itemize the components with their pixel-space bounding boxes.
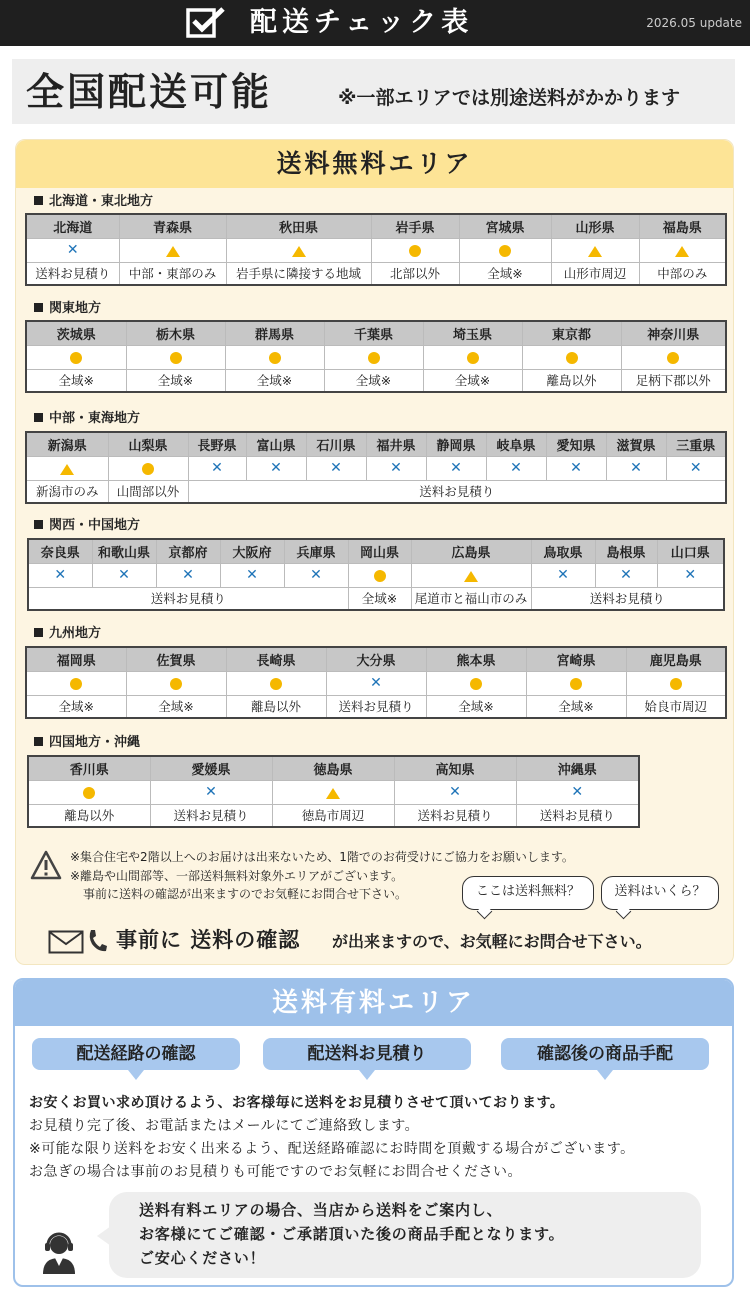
table-cell bbox=[394, 780, 516, 804]
table-cell: 宮崎県 bbox=[526, 647, 626, 671]
table-cell: 青森県 bbox=[119, 214, 226, 238]
region-table-tohoku bbox=[25, 213, 727, 286]
page-title: 配送チェック表 bbox=[250, 7, 474, 38]
cross-icon: ✕ bbox=[118, 567, 130, 583]
table-cell: 山梨県 bbox=[108, 432, 188, 456]
reassurance-message bbox=[109, 1192, 701, 1278]
bullet-icon bbox=[34, 413, 43, 422]
triangle-icon bbox=[464, 571, 478, 582]
region-table-kanto bbox=[25, 320, 727, 393]
circle-icon bbox=[270, 678, 282, 690]
triangle-icon bbox=[675, 246, 689, 257]
table-cell bbox=[411, 563, 531, 587]
table-cell bbox=[657, 563, 724, 587]
bullet-icon bbox=[34, 520, 43, 529]
phone-icon bbox=[86, 928, 108, 954]
triangle-icon bbox=[292, 246, 306, 257]
table-cell: 送料お見積り bbox=[516, 804, 639, 827]
table-cell: 新潟県 bbox=[26, 432, 108, 456]
bullet-icon bbox=[34, 303, 43, 312]
speech-bubble-free: ここは送料無料？ bbox=[462, 876, 594, 910]
table-cell: 福島県 bbox=[639, 214, 726, 238]
table-cell: 山形県 bbox=[551, 214, 639, 238]
table-cell bbox=[126, 345, 225, 369]
table-cell: 送料お見積り bbox=[26, 262, 119, 285]
table-cell: 福岡県 bbox=[26, 647, 126, 671]
table-cell: 全域※ bbox=[26, 369, 126, 392]
region-label: 関東地方 bbox=[34, 301, 101, 317]
table-cell: 石川県 bbox=[306, 432, 366, 456]
table-cell: 千葉県 bbox=[324, 321, 423, 345]
table-cell: 大阪府 bbox=[220, 539, 284, 563]
bullet-icon bbox=[34, 196, 43, 205]
cross-icon: ✕ bbox=[557, 567, 569, 583]
cross-icon: ✕ bbox=[370, 675, 382, 691]
circle-icon bbox=[467, 352, 479, 364]
circle-icon bbox=[374, 570, 386, 582]
table-cell: 岡山県 bbox=[348, 539, 411, 563]
free-shipping-section bbox=[15, 139, 734, 965]
table-cell: 北海道 bbox=[26, 214, 119, 238]
table-cell bbox=[426, 456, 486, 480]
table-cell: 宮城県 bbox=[459, 214, 551, 238]
table-cell: 愛知県 bbox=[546, 432, 606, 456]
table-cell: 全域※ bbox=[26, 695, 126, 718]
table-cell: 福井県 bbox=[366, 432, 426, 456]
table-cell: 神奈川県 bbox=[621, 321, 726, 345]
table-cell: 愛媛県 bbox=[150, 756, 272, 780]
table-cell bbox=[595, 563, 657, 587]
table-cell bbox=[522, 345, 621, 369]
table-cell: 全域※ bbox=[526, 695, 626, 718]
free-area-heading: 送料無料エリア bbox=[16, 140, 733, 188]
table-cell bbox=[626, 671, 726, 695]
table-cell bbox=[126, 671, 226, 695]
contact-text: が出来ますので、お気軽にお問合せ下さい。 bbox=[332, 932, 652, 951]
table-cell: 送料お見積り bbox=[326, 695, 426, 718]
table-cell: 和歌山県 bbox=[92, 539, 156, 563]
table-cell: 北部以外 bbox=[371, 262, 459, 285]
table-cell: 山口県 bbox=[657, 539, 724, 563]
contact-line bbox=[48, 924, 728, 956]
region-table-shikoku bbox=[27, 755, 640, 828]
table-cell bbox=[639, 238, 726, 262]
note-line: ※離島や山間部等、一部送料無料対象外エリアがございます。 bbox=[70, 868, 404, 883]
message-line: お客様にてご確認・ご承諾頂いた後の商品手配となります。 bbox=[139, 1225, 565, 1243]
table-cell: 徳島県 bbox=[272, 756, 394, 780]
nationwide-note: ※一部エリアでは別途送料がかかります bbox=[338, 87, 681, 109]
table-cell: 栃木県 bbox=[126, 321, 225, 345]
cross-icon: ✕ bbox=[182, 567, 194, 583]
table-cell: 鹿児島県 bbox=[626, 647, 726, 671]
table-cell: 送料お見積り bbox=[394, 804, 516, 827]
table-cell: 大分県 bbox=[326, 647, 426, 671]
table-cell bbox=[108, 456, 188, 480]
table-cell bbox=[366, 456, 426, 480]
table-cell: 奈良県 bbox=[28, 539, 92, 563]
table-cell: 香川県 bbox=[28, 756, 150, 780]
table-cell: 茨城県 bbox=[26, 321, 126, 345]
region-label: 北海道・東北地方 bbox=[34, 194, 153, 210]
paid-line: ※可能な限り送料をお安く出来るよう、配送経路確認にお時間を頂戴する場合がございます。 bbox=[29, 1141, 635, 1157]
table-cell bbox=[226, 671, 326, 695]
circle-icon bbox=[499, 245, 511, 257]
update-date: 2026.05 update bbox=[646, 16, 742, 30]
table-cell: 送料お見積り bbox=[28, 587, 348, 610]
region-label: 九州地方 bbox=[34, 626, 101, 642]
operator-icon bbox=[39, 1230, 79, 1274]
table-cell bbox=[371, 238, 459, 262]
table-cell bbox=[272, 780, 394, 804]
region-table-kansai bbox=[27, 538, 725, 611]
table-cell bbox=[26, 456, 108, 480]
table-cell: 全域※ bbox=[126, 369, 225, 392]
table-cell bbox=[220, 563, 284, 587]
paid-area-heading: 送料有料エリア bbox=[15, 980, 732, 1026]
table-cell: 東京都 bbox=[522, 321, 621, 345]
table-cell: 佐賀県 bbox=[126, 647, 226, 671]
paid-description bbox=[29, 1092, 635, 1184]
warning-icon bbox=[30, 850, 62, 880]
triangle-icon bbox=[60, 464, 74, 475]
circle-icon bbox=[570, 678, 582, 690]
bullet-icon bbox=[34, 737, 43, 746]
table-cell: 鳥取県 bbox=[531, 539, 595, 563]
table-cell bbox=[156, 563, 220, 587]
table-cell bbox=[324, 345, 423, 369]
circle-icon bbox=[269, 352, 281, 364]
table-cell: 尾道市と福山市のみ bbox=[411, 587, 531, 610]
table-cell: 離島以外 bbox=[226, 695, 326, 718]
table-cell bbox=[516, 780, 639, 804]
table-cell: 全域※ bbox=[348, 587, 411, 610]
table-cell: 全域※ bbox=[324, 369, 423, 392]
table-cell: 長崎県 bbox=[226, 647, 326, 671]
table-cell: 中部のみ bbox=[639, 262, 726, 285]
paid-line: お急ぎの場合は事前のお見積りも可能ですのでお気軽にお問合せください。 bbox=[29, 1164, 522, 1180]
table-cell: 群馬県 bbox=[225, 321, 324, 345]
table-cell bbox=[28, 563, 92, 587]
paid-shipping-section bbox=[13, 978, 734, 1287]
table-cell: 京都府 bbox=[156, 539, 220, 563]
table-cell bbox=[486, 456, 546, 480]
nationwide-banner bbox=[12, 59, 735, 124]
region-label: 中部・東海地方 bbox=[34, 411, 140, 427]
region-label: 四国地方・沖縄 bbox=[34, 735, 140, 751]
table-cell: 長野県 bbox=[188, 432, 246, 456]
table-cell bbox=[326, 671, 426, 695]
cross-icon: ✕ bbox=[689, 460, 702, 476]
table-cell bbox=[531, 563, 595, 587]
table-cell: 埼玉県 bbox=[423, 321, 522, 345]
paid-line: お見積り完了後、お電話またはメールにてご連絡致します。 bbox=[29, 1118, 420, 1134]
triangle-icon bbox=[166, 246, 180, 257]
contact-bold: 事前に 送料の確認 bbox=[116, 928, 301, 952]
table-cell bbox=[666, 456, 726, 480]
circle-icon bbox=[667, 352, 679, 364]
table-cell bbox=[551, 238, 639, 262]
note-line: ※集合住宅や2階以上へのお届けは出来ないため、1階でのお荷受けにご協力をお願いします。 bbox=[70, 850, 574, 864]
table-cell: 岩手県に隣接する地域 bbox=[226, 262, 371, 285]
table-cell: 岐阜県 bbox=[486, 432, 546, 456]
table-cell: 全域※ bbox=[423, 369, 522, 392]
cross-icon: ✕ bbox=[449, 784, 461, 800]
paid-line: お安くお買い求め頂けるよう、お客様毎に送料をお見積りさせて頂いております。 bbox=[29, 1095, 565, 1111]
table-cell: 足柄下郡以外 bbox=[621, 369, 726, 392]
table-cell: 全域※ bbox=[225, 369, 324, 392]
table-cell: 山間部以外 bbox=[108, 480, 188, 503]
table-cell: 離島以外 bbox=[522, 369, 621, 392]
circle-icon bbox=[409, 245, 421, 257]
table-cell: 三重県 bbox=[666, 432, 726, 456]
circle-icon bbox=[170, 678, 182, 690]
table-cell bbox=[306, 456, 366, 480]
table-cell: 徳島市周辺 bbox=[272, 804, 394, 827]
table-cell: 熊本県 bbox=[426, 647, 526, 671]
table-cell: 送料お見積り bbox=[188, 480, 726, 503]
checkbox-icon bbox=[186, 7, 226, 39]
table-cell: 姶良市周辺 bbox=[626, 695, 726, 718]
table-cell bbox=[92, 563, 156, 587]
table-cell bbox=[226, 238, 371, 262]
cross-icon: ✕ bbox=[571, 784, 584, 800]
table-cell bbox=[225, 345, 324, 369]
speech-bubble-cost: 送料はいくら？ bbox=[601, 876, 719, 910]
cross-icon: ✕ bbox=[205, 784, 217, 800]
cross-icon: ✕ bbox=[211, 460, 223, 476]
circle-icon bbox=[670, 678, 682, 690]
table-cell: 高知県 bbox=[394, 756, 516, 780]
table-cell bbox=[459, 238, 551, 262]
circle-icon bbox=[566, 352, 578, 364]
step-quote: 配送料お見積り bbox=[263, 1038, 471, 1070]
circle-icon bbox=[70, 678, 82, 690]
cross-icon: ✕ bbox=[510, 460, 522, 476]
message-line: 送料有料エリアの場合、当店から送料をご案内し、 bbox=[139, 1201, 503, 1219]
cross-icon: ✕ bbox=[390, 460, 402, 476]
table-cell: 全域※ bbox=[126, 695, 226, 718]
cross-icon: ✕ bbox=[270, 460, 282, 476]
cross-icon: ✕ bbox=[330, 460, 342, 476]
cross-icon: ✕ bbox=[630, 460, 642, 476]
region-table-kyushu bbox=[25, 646, 727, 719]
nationwide-title: 全国配送可能 bbox=[26, 70, 273, 114]
table-cell bbox=[546, 456, 606, 480]
table-cell: 富山県 bbox=[246, 432, 306, 456]
table-cell bbox=[606, 456, 666, 480]
cross-icon: ✕ bbox=[310, 567, 322, 583]
cross-icon: ✕ bbox=[684, 567, 697, 583]
table-cell: 広島県 bbox=[411, 539, 531, 563]
table-cell: 送料お見積り bbox=[150, 804, 272, 827]
circle-icon bbox=[470, 678, 482, 690]
table-cell bbox=[423, 345, 522, 369]
cross-icon: ✕ bbox=[450, 460, 462, 476]
table-cell bbox=[150, 780, 272, 804]
table-cell bbox=[526, 671, 626, 695]
table-cell bbox=[621, 345, 726, 369]
table-cell bbox=[26, 345, 126, 369]
table-cell bbox=[426, 671, 526, 695]
table-cell bbox=[119, 238, 226, 262]
step-arrangement: 確認後の商品手配 bbox=[501, 1038, 709, 1070]
mail-icon bbox=[48, 930, 84, 954]
table-cell: 岩手県 bbox=[371, 214, 459, 238]
table-cell: 山形市周辺 bbox=[551, 262, 639, 285]
table-cell: 兵庫県 bbox=[284, 539, 348, 563]
table-cell: 離島以外 bbox=[28, 804, 150, 827]
table-cell: 全域※ bbox=[459, 262, 551, 285]
table-cell bbox=[26, 671, 126, 695]
cross-icon: ✕ bbox=[570, 460, 582, 476]
table-cell: 中部・東部のみ bbox=[119, 262, 226, 285]
table-cell: 島根県 bbox=[595, 539, 657, 563]
circle-icon bbox=[83, 787, 95, 799]
cross-icon: ✕ bbox=[620, 567, 632, 583]
triangle-icon bbox=[326, 788, 340, 799]
table-cell bbox=[246, 456, 306, 480]
region-table-chubu bbox=[25, 431, 727, 504]
table-cell bbox=[188, 456, 246, 480]
cross-icon: ✕ bbox=[54, 567, 67, 583]
table-cell bbox=[348, 563, 411, 587]
table-cell: 秋田県 bbox=[226, 214, 371, 238]
bullet-icon bbox=[34, 628, 43, 637]
triangle-icon bbox=[588, 246, 602, 257]
table-cell: 新潟市のみ bbox=[26, 480, 108, 503]
top-bar bbox=[0, 0, 750, 46]
table-cell bbox=[284, 563, 348, 587]
circle-icon bbox=[368, 352, 380, 364]
step-route-check: 配送経路の確認 bbox=[32, 1038, 240, 1070]
table-cell bbox=[28, 780, 150, 804]
circle-icon bbox=[170, 352, 182, 364]
note-line: 事前に送料の確認が出来ますのでお気軽にお問合せ下さい。 bbox=[83, 887, 408, 901]
table-cell bbox=[26, 238, 119, 262]
circle-icon bbox=[142, 463, 154, 475]
table-cell: 全域※ bbox=[426, 695, 526, 718]
region-label: 関西・中国地方 bbox=[34, 518, 140, 534]
message-line: ご安心ください！ bbox=[139, 1249, 266, 1267]
circle-icon bbox=[70, 352, 82, 364]
table-cell: 静岡県 bbox=[426, 432, 486, 456]
cross-icon: ✕ bbox=[246, 567, 258, 583]
table-cell: 送料お見積り bbox=[531, 587, 724, 610]
table-cell: 滋賀県 bbox=[606, 432, 666, 456]
cross-icon: ✕ bbox=[66, 242, 79, 258]
table-cell: 沖縄県 bbox=[516, 756, 639, 780]
